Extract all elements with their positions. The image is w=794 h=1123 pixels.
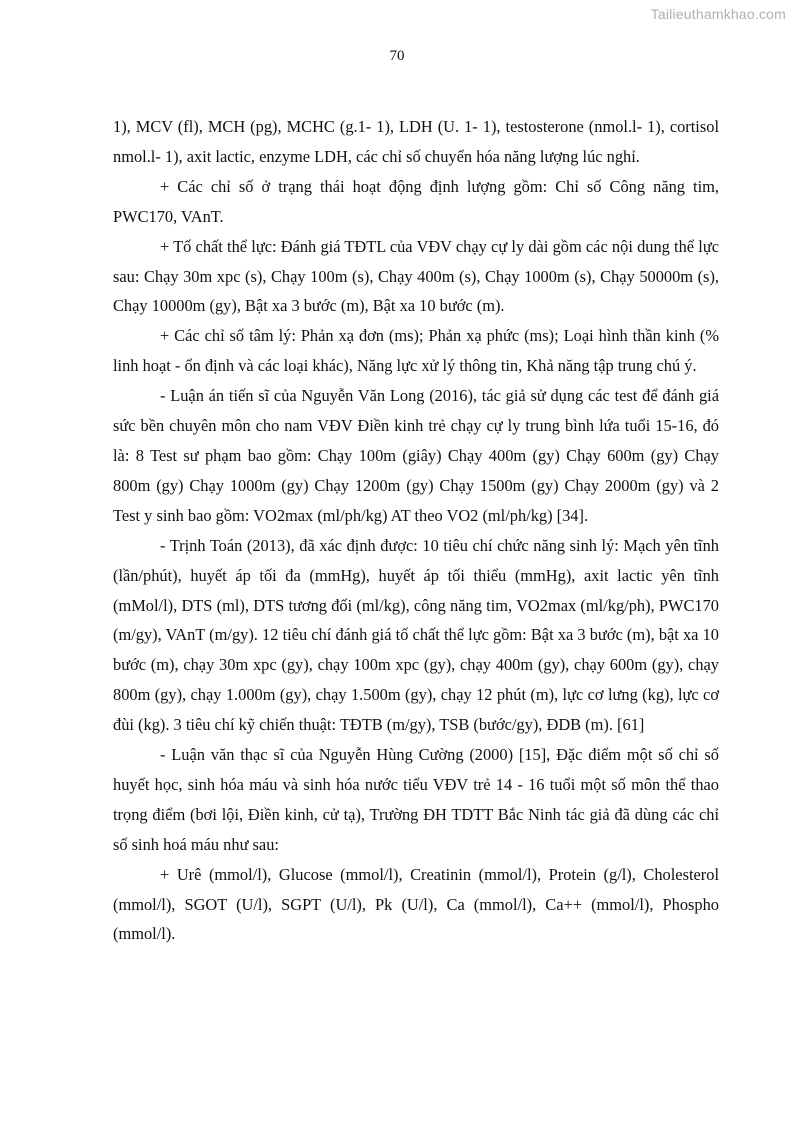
paragraph-blood-biochem-list: + Urê (mmol/l), Glucose (mmol/l), Creatinin (mmol/l), Protein (g/l), Cholesterol (mmol/l), SGOT (U/l), SGPT (U/l), Pk (U/l), Ca (mmol/l), Ca++ (mmol/l), Phospho (mmol/l).: [113, 864, 719, 944]
paragraph-blood-indices-continued: 1), MCV (fl), MCH (pg), MCHC (g.1- 1), LDH (U. 1- 1), testosterone (nmol.l- 1), cortisol nmol.l- 1), axit lactic, enzyme LDH, các chỉ số chuyển hóa năng lượng lúc nghỉ.: [113, 117, 719, 166]
page-number: 70: [389, 48, 405, 64]
paragraph-nguyen-hung-cuong: - Luận văn thạc sĩ của Nguyễn Hùng Cường (2000) [15], Đặc điểm một số chỉ số huyết học, sinh hóa máu và sinh hóa nước tiểu VĐV trẻ 14 - 16 tuổi một số môn thể thao trọng điểm (bơi lội, Điền kinh, cử tạ), Trường ĐH TDTT Bắc Ninh tác giả đã dùng các chỉ số sinh hoá máu như sau:: [113, 745, 719, 854]
paragraph-psychological-indices: + Các chỉ số tâm lý: Phản xạ đơn (ms); Phản xạ phức (ms); Loại hình thần kinh (% linh hoạt - ổn định và các loại khác), Năng lực xử lý thông tin, Khả năng tập trung chú ý.: [113, 326, 719, 376]
paragraph-trinh-toan: - Trịnh Toán (2013), đã xác định được: 10 tiêu chí chức năng sinh lý: Mạch yên tĩnh (lần/phút), huyết áp tối đa (mmHg), huyết áp tối thiểu (mmHg), axit lactic yên tĩnh (mMol/l), DTS (ml), DTS tương đối (ml/kg), công năng tim, VO2max (ml/kg/ph), PWC170 (m/gy), VAnT (m/gy). 12 tiêu chí đánh giá tố chất thể lực gồm: Bật xa 3 bước (m), bật xa 10 bước (m), chạy 30m xpc (gy), chạy 100m xpc (gy), chạy 400m (gy), chạy 600m (gy), chạy 800m (gy), chạy 1.000m (gy), chạy 1.500m (gy), chạy 12 phút (m), lực cơ lưng (kg), lực cơ đùi (kg). 3 tiêu chí kỹ chiến thuật: TĐTB (m/gy), TSB (bước/gy), ĐDB (m). [61]: [113, 535, 719, 735]
paragraph-nguyen-van-long: - Luận án tiến sĩ của Nguyễn Văn Long (2016), tác giả sử dụng các test để đánh giá sức bền chuyên môn cho nam VĐV Điền kinh trẻ chạy cự ly trung bình lứa tuổi 15-16, đó là: 8 Test sư phạm bao gồm: Chạy 100m (giây) Chạy 400m (gy) Chạy 600m (gy) Chạy 800m (gy) Chạy 1000m (gy) Chạy 1200m (gy) Chạy 1500m (gy) Chạy 2000m (gy) và 2 Test y sinh bao gồm: VO2max (ml/ph/kg) AT theo VO2 (ml/ph/kg) [34].: [113, 386, 719, 525]
watermark: Tailieuthamkhao.com: [650, 6, 786, 22]
paragraph-physical-fitness: + Tố chất thể lực: Đánh giá TĐTL của VĐV chạy cự ly dài gồm các nội dung thể lực sau: Chạy 30m xpc (s), Chạy 100m (s), Chạy 400m (s), Chạy 1000m (s), Chạy 50000m (s), Chạy 10000m (gy), Bật xa 3 bước (m), Bật xa 10 bước (m).: [113, 236, 719, 316]
paragraph-active-state-indices: + Các chỉ số ở trạng thái hoạt động định lượng gồm: Chỉ số Công năng tim, PWC170, VAnT.: [113, 176, 719, 226]
document-body: [113, 112, 719, 949]
